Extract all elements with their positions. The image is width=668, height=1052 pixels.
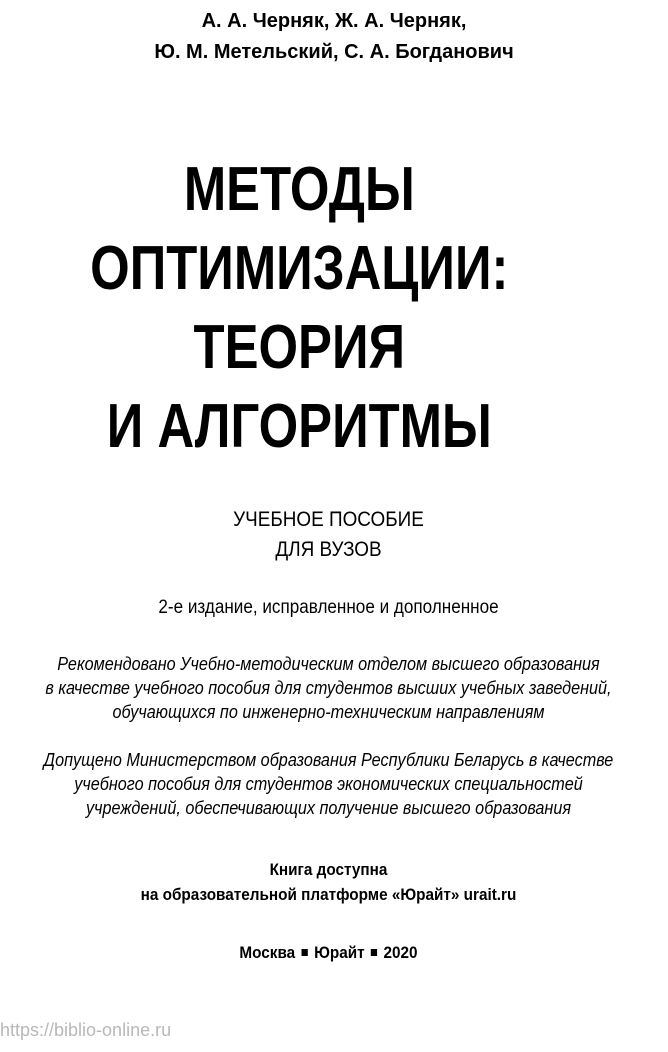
imprint-year: 2020	[383, 943, 418, 962]
separator-square-icon	[301, 949, 307, 956]
book-title-line: МЕТОДЫ	[183, 155, 415, 224]
book-title-line: ОПТИМИЗАЦИИ:	[90, 234, 509, 303]
recommendation-line: Рекомендовано Учебно-методическим отделом высшего образования	[57, 654, 600, 674]
edition-note: 2-е издание, исправленное и дополненное	[158, 597, 499, 618]
book-subtitle-line: ДЛЯ ВУЗОВ	[275, 538, 382, 561]
availability-line: Книга доступна	[269, 860, 388, 879]
book-title-line: И АЛГОРИТМЫ	[106, 392, 492, 461]
recommendation-note	[0, 652, 657, 724]
book-title-line: ТЕОРИЯ	[193, 313, 406, 382]
book-subtitle-line: УЧЕБНОЕ ПОСОБИЕ	[233, 508, 424, 531]
approval-line: Допущено Министерством образования Республики Беларусь в качестве	[43, 750, 614, 770]
authors	[0, 6, 668, 68]
approval-line: учебного пособия для студентов экономических специальностей	[74, 774, 583, 794]
recommendation-line: обучающихся по инженерно-техническим направлениям	[112, 702, 545, 722]
authors-line: А. А. Черняк, Ж. А. Черняк,	[201, 10, 467, 32]
separator-square-icon	[371, 949, 377, 956]
imprint	[0, 940, 657, 966]
watermark-url: https://biblio-online.ru	[0, 1020, 172, 1040]
book-title	[0, 150, 599, 466]
authors-line: Ю. М. Метельский, С. А. Богданович	[154, 41, 514, 63]
imprint-publisher: Юрайт	[314, 943, 365, 962]
recommendation-line: в качестве учебного пособия для студентов высших учебных заведений,	[45, 678, 612, 698]
book-subtitle	[0, 505, 657, 565]
availability-note	[0, 857, 657, 907]
approval-line: учреждений, обеспечивающих получение высшего образования	[85, 798, 572, 818]
imprint-city: Москва	[239, 943, 296, 962]
availability-line: на образовательной платформе «Юрайт» urait.ru	[140, 885, 517, 904]
approval-note	[0, 748, 657, 820]
